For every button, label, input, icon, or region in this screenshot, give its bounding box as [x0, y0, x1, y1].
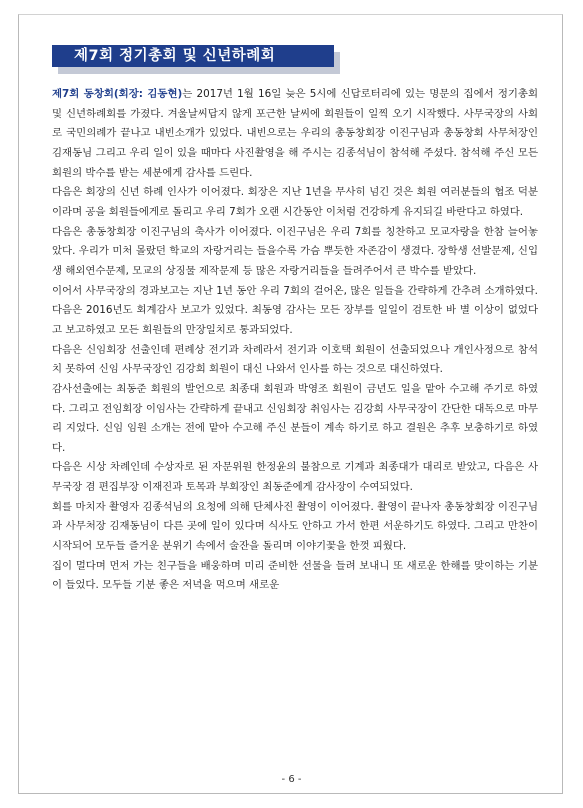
paragraph: [52, 557, 538, 596]
paragraph-text: 다음은 신임회장 선출인데 편례상 전기과 차례라서 전기과 이호택 회원이 선출되었으나 개인사정으로 참석치 못하여 신임 사무국장인 김강희 회원이 대신 나와서 인사를 하는 것으로 대신하였다.: [52, 343, 538, 376]
paragraph-text: 다음은 총동창회장 이진구님의 축사가 이어졌다. 이진구님은 우리 7회를 칭찬하고 모교자랑을 한참 늘어놓았다. 우리가 미처 몰랐던 학교의 자랑거리는 들을수록 가슴 뿌듯한 자존감이 생겼다. 장학생 선발문제, 신입생 해외연수문제, 모교의 상징물 제작문제 등 많은 자랑거리들을 들려주어서 큰 박수를 받았다.: [52, 225, 538, 277]
paragraph: [52, 380, 538, 459]
paragraph-text: 회를 마치자 촬영자 김종석님의 요청에 의해 단체사진 촬영이 이어졌다. 촬영이 끝나자 총동창회장 이진구님과 사무처장 김재동님이 다른 곳에 일이 있다며 식사도 안하고 가서 한편 서운하기도 하였다. 그리고 만찬이 시작되어 모두들 즐거운 분위기 속에서 술잔을 돌리며 이야기꽃을 한껏 피웠다.: [52, 500, 538, 553]
paragraph: [52, 282, 538, 341]
paragraph-text: 집이 멀다며 먼저 가는 친구들을 배웅하며 미리 준비한 선물을 들려 보내니 또 새로운 한해를 맞이하는 기분이 들었다. 모두들 기분 좋은 저녁을 먹으며 새로운: [52, 559, 538, 592]
paragraph: [52, 183, 538, 222]
paragraph-text: 감사선출에는 최동준 회원의 발언으로 최종대 회원과 박영조 회원이 금년도 일을 맡아 수고해 주기로 하였다. 그리고 전임회장 이임사는 간략하게 끝내고 신임회장 취임사는 김강희 사무국장이 간단한 대독으로 마무리 지었다. 신임 임원 소개는 전에 맡아 수고해 주신 분들이 계속 하기로 하고 결원은 추후 보충하기로 하였다.: [52, 382, 538, 454]
paragraph: [52, 223, 538, 282]
article-body: [52, 85, 538, 596]
paragraph-text: 이어서 사무국장의 경과보고는 지난 1년 동안 우리 7회의 걸어온, 많은 일들을 간략하게 간추려 소개하였다. 다음은 2016년도 회계감사 보고가 있었다. 최동영 감사는 모든 장부를 일일이 검토한 바 별 이상이 없었다고 보고하였고 모든 회원들의 만장일치로 통과되었다.: [52, 284, 538, 336]
paragraph: [52, 341, 538, 380]
paragraph-text: 는 2017년 1월 16일 늦은 5시에 신답로터리에 있는 명문의 집에서 정기총회 및 신년하례회를 가졌다. 겨울날씨답지 않게 포근한 날씨에 회원들이 일찍 오기 시작했다. 사무국장의 사회로 국민의례가 끝나고 내빈소개가 있었다. 내빈으로는 우리의 총동창회장 이진구님과 총동창회 사무처장인 김재동님 그리고 우리 일이 있을 때마다 사진촬영을 해 주시는 김종석님이 참석해 주셨다. 참석해 주신 모든 회원의 박수를 받는 세분에게 감사를 드린다.: [52, 88, 538, 179]
paragraph: [52, 498, 538, 557]
article-title: 제7회 정기총회 및 신년하례회: [52, 45, 334, 67]
paragraph-lead: 제7회 동창회(회장: 김동현): [52, 88, 183, 100]
paragraph: [52, 85, 538, 183]
paragraph-text: 다음은 회장의 신년 하례 인사가 이어졌다. 회장은 지난 1년을 무사히 넘긴 것은 회원 여러분들의 협조 덕분이라며 공을 회원들에게로 돌리고 우리 7회가 오랜 시간동안 이처럼 건강하게 유지되길 바란다고 하였다.: [52, 186, 538, 218]
paragraph-text: 다음은 시상 차례인데 수상자로 된 자문위원 한정윤의 불참으로 기계과 최종대가 대리로 받았고, 다음은 사무국장 겸 편집부장 이재진과 토목과 부회장인 최동준에게 감사장이 수여되었다.: [52, 461, 538, 494]
page-number: - 6 -: [281, 774, 302, 785]
paragraph: [52, 458, 538, 497]
